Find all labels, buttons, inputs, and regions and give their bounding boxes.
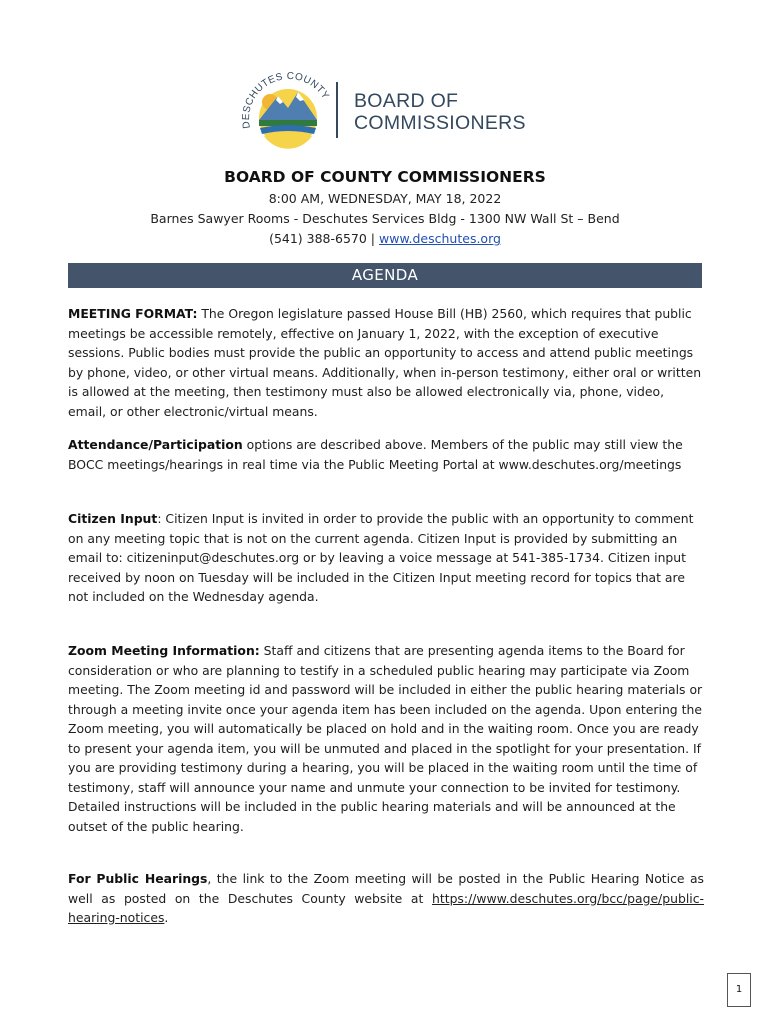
attendance-paragraph [68,435,704,474]
zoom-info-text: Staff and citizens that are presenting agenda items to the Board for consideration or who are planning to testify in a scheduled public hearing may participate via Zoom meeting. The Zoom meeting id and password will be included in either the public hearing materials or through a meeting invite once your agenda item has been included on the agenda. Upon entering the Zoom meeting, you will automatically be placed on hold and in the waiting room. Once you are ready to present your agenda item, you will be unmuted and placed in the spotlight for your presentation. If you are providing testimony during a hearing, you will be placed in the waiting room until the time of testimony, staff will announce your name and unmute your connection to be invited for testimony. Detailed instructions will be included in the public hearing materials and will be announced at the outset of the public hearing. [68,643,703,834]
citizen-input-paragraph [68,509,704,607]
zoom-info-heading: Zoom Meeting Information: [68,643,260,658]
meeting-format-heading: MEETING FORMAT: [68,306,198,321]
board-of-commissioners-wordmark [354,90,554,134]
page-number: 1 [735,984,743,995]
meeting-phone: (541) 388-6570 | [269,231,379,246]
public-hearings-heading: For Public Hearings [68,871,208,886]
meeting-format-paragraph [68,304,704,421]
public-hearing-notices-link[interactable]: https://www.deschutes.org/bcc/page/public-hearing-notices [68,890,704,925]
meeting-contact [60,229,710,249]
zoom-info-paragraph [68,641,704,836]
agenda-heading-band [68,263,702,288]
meeting-format-text: The Oregon legislature passed House Bill (HB) 2560, which requires that public meetings be accessible remotely, effective on January 1, 2022, with the exception of executive sessions. Public bodies must provide the public an opportunity to access and attend public meetings by phone, video, or other virtual means. Additionally, when in-person testimony, either oral or written is allowed at the meeting, then testimony must also be allowed electronically via, phone, video, email, or other electronic/virtual means. [68,306,702,419]
meeting-location: Barnes Sawyer Rooms - Deschutes Services Bldg - 1300 NW Wall St – Bend [150,211,620,226]
public-hearings-end: . [164,910,169,925]
meeting-title: BOARD OF COUNTY COMMISSIONERS [224,168,546,186]
public-hearings-text: , the link to the Zoom meeting will be posted in the Public Hearing Notice as well as posted on the Deschutes County website at [68,871,705,906]
meeting-datetime: 8:00 AM, WEDNESDAY, MAY 18, 2022 [268,191,502,206]
agenda-heading: AGENDA [351,266,419,284]
board-line-1: BOARD OF [354,90,459,112]
meeting-header [60,165,710,249]
attendance-heading: Attendance/Participation [68,437,243,452]
citizen-input-text: : Citizen Input is invited in order to provide the public with an opportunity to comment on any meeting topic that is not on the current agenda. Citizen Input is provided by submitting an email to: citizeninput@deschutes.org or by leaving a voice message at 541-385-1734. Citizen input received by noon on Tuesday will be included in the Citizen Input meeting record for topics that are not included on the Wednesday agenda. [68,511,694,604]
public-hearings-paragraph [68,869,704,928]
citizen-input-heading: Citizen Input [68,511,158,526]
logo-divider [336,82,338,138]
page-number-box [727,973,751,1007]
website-link[interactable]: www.deschutes.org [379,231,501,246]
board-line-2: COMMISSIONERS [354,112,526,134]
seal-lettering: DESCHUTES COUNTY [240,70,332,130]
attendance-text: options are described above. Members of the public may still view the BOCC meetings/hearings in real time via the Public Meeting Portal at www.deschutes.org/meetings [68,437,683,472]
deschutes-county-seal-logo [236,66,338,152]
